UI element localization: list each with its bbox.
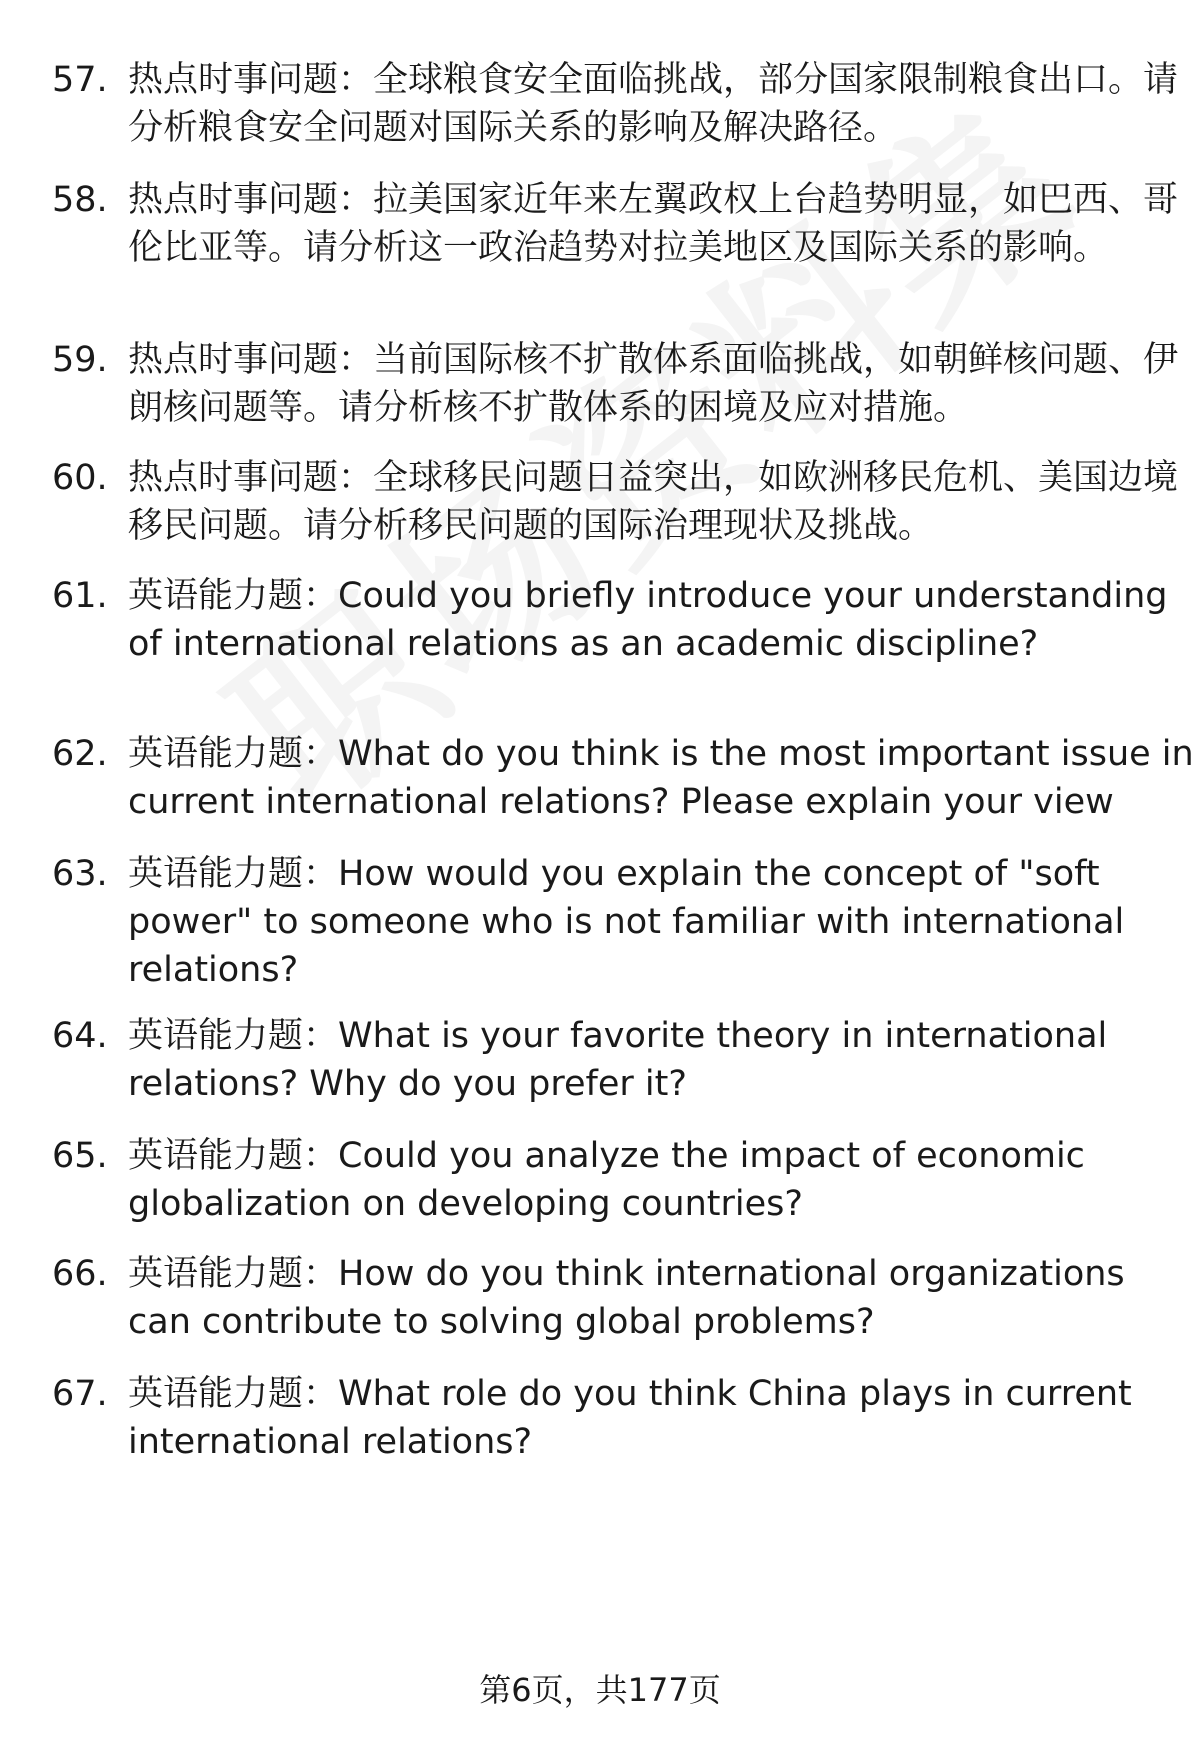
question-number: 60. xyxy=(52,458,108,498)
question-number: 65. xyxy=(52,1136,108,1176)
question-item xyxy=(52,176,1179,272)
question-number: 67. xyxy=(52,1374,108,1414)
question-text: 英语能力题：What is your favorite theory in international relations? Why do you prefer it? xyxy=(128,1016,1108,1104)
question-number: 58. xyxy=(52,180,108,220)
question-number: 59. xyxy=(52,340,108,380)
question-text: 热点时事问题：当前国际核不扩散体系面临挑战，如朝鲜核问题、伊朗核问题等。请分析核不扩散体系的困境及应对措施。 xyxy=(128,340,1179,428)
question-number: 66. xyxy=(52,1254,108,1294)
page-number-label: 第6页，共177页 xyxy=(479,1671,721,1709)
question-item xyxy=(52,56,1179,152)
question-number: 61. xyxy=(52,576,108,616)
question-item xyxy=(52,336,1179,432)
question-text: 热点时事问题：全球移民问题日益突出，如欧洲移民危机、美国边境移民问题。请分析移民问题的国际治理现状及挑战。 xyxy=(128,458,1179,546)
question-text: 英语能力题：What role do you think China plays in current international relations? xyxy=(128,1374,1132,1462)
question-text: 英语能力题：Could you briefly introduce your understanding of international relations as an academic discipline? xyxy=(128,576,1168,664)
question-item xyxy=(52,1132,1142,1228)
question-item xyxy=(52,1012,1142,1108)
question-number: 64. xyxy=(52,1016,108,1056)
question-text: 英语能力题：How would you explain the concept of "soft power" to someone who is not familiar with international relations? xyxy=(128,854,1125,990)
question-text: 热点时事问题：全球粮食安全面临挑战，部分国家限制粮食出口。请分析粮食安全问题对国际关系的影响及解决路径。 xyxy=(128,60,1179,148)
question-text: 英语能力题：What do you think is the most important issue in current international relations? Please explain your view xyxy=(128,734,1194,822)
question-number: 57. xyxy=(52,60,108,100)
question-text: 英语能力题：Could you analyze the impact of economic globalization on developing countries? xyxy=(128,1136,1085,1224)
question-item xyxy=(52,1250,1142,1346)
question-item xyxy=(52,730,1194,826)
question-item xyxy=(52,1370,1142,1466)
question-text: 英语能力题：How do you think international organizations can contribute to solving global problems? xyxy=(128,1254,1125,1342)
question-item xyxy=(52,572,1168,668)
question-item xyxy=(52,850,1142,994)
page-footer xyxy=(0,1668,1200,1712)
question-number: 63. xyxy=(52,854,108,894)
question-number: 62. xyxy=(52,734,108,774)
question-text: 热点时事问题：拉美国家近年来左翼政权上台趋势明显，如巴西、哥伦比亚等。请分析这一政治趋势对拉美地区及国际关系的影响。 xyxy=(128,180,1179,268)
question-item xyxy=(52,454,1179,550)
